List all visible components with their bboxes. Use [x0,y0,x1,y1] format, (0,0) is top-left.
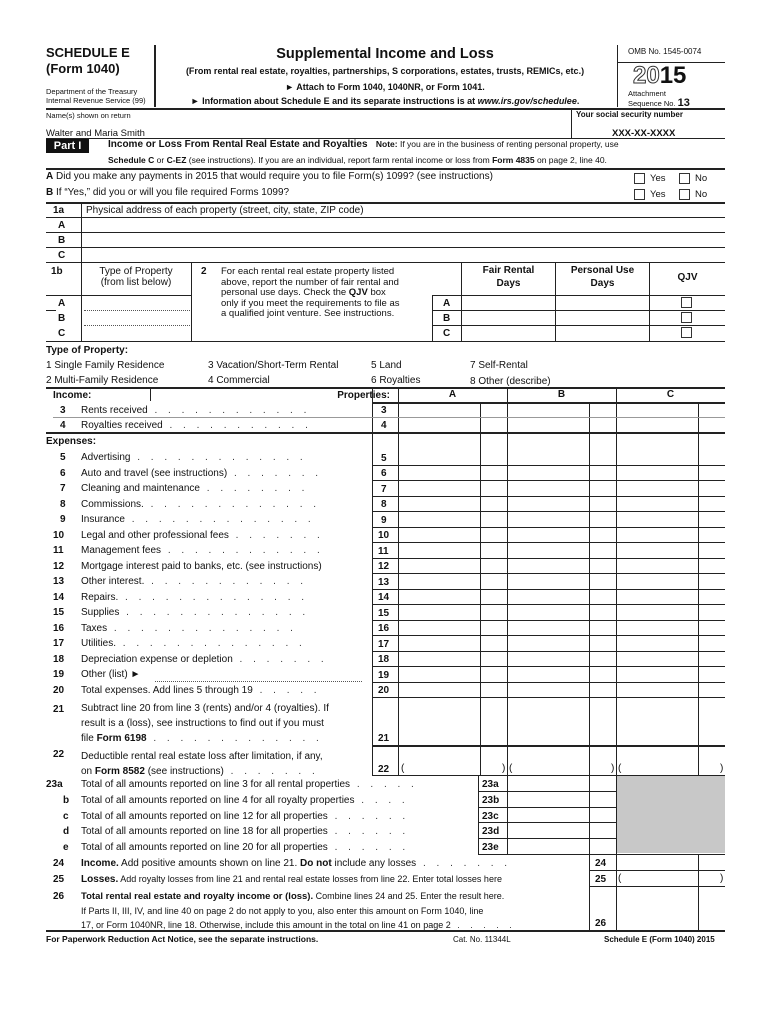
form-title: Supplemental Income and Loss [276,46,494,62]
info-instruction: ► Information about Schedule E and its separate instructions is at www.irs.gov/schedulee. [190,96,580,106]
fair-rental-days-a-input[interactable] [462,296,555,310]
income-label: Income: [53,390,92,401]
question-a-no-checkbox[interactable] [679,173,690,184]
line-25-label: Losses. Add royalty losses from line 21 and rental real estate losses from line 22. Enter total losses here [81,874,502,885]
qjv-b-checkbox[interactable] [681,312,692,323]
line-5-label: Advertising . . . . . . . . . . . . . [81,452,307,463]
line-21-label: Subtract line 20 from line 3 (rents) and/or 4 (royalties). If result is a (loss), see instructions to find out if you must file Form 6198 . . . . . . . . . . . . . [81,703,329,744]
question-a-no-label: No [695,173,708,184]
line-24-input[interactable] [617,855,725,870]
fair-rental-days-b-input[interactable] [462,311,555,325]
line-3-b-input[interactable] [508,403,616,417]
line-25-input[interactable] [617,871,725,886]
expenses-label: Expenses: [46,436,97,447]
fair-rental-days-header: Fair Rental Days [482,265,535,289]
omb-number: OMB No. 1545-0074 [628,47,702,56]
line-26-input[interactable] [617,887,725,929]
question-a-yes-checkbox[interactable] [634,173,645,184]
line-4-a-input[interactable] [399,418,507,432]
line-22-label: Deductible rental real estate loss after limitation, if any, on Form 8582 (see instructions) . . . . . . . [81,751,323,777]
attach-instruction: ► Attach to Form 1040, 1040NR, or Form 1041. [285,82,485,92]
property-type-a-input[interactable] [82,296,191,310]
form-identifier: Schedule E (Form 1040) 2015 [604,935,715,944]
ssn-label: Your social security number [576,110,683,119]
line-23d-input[interactable] [508,823,616,838]
personal-use-days-b-input[interactable] [556,311,649,325]
line-23c-input[interactable] [508,808,616,823]
line-4-c-input[interactable] [617,418,725,432]
department-label: Department of the Treasury [46,87,138,96]
address-b-input[interactable] [82,233,725,247]
property-type-title: Type of Property: [46,345,129,356]
line-4-b-input[interactable] [508,418,616,432]
question-a: A Did you make any payments in 2015 that would require you to file Form(s) 1099? (see instructions) [46,171,493,182]
part1-badge: Part I [46,139,89,153]
question-a-yes-label: Yes [650,173,666,184]
property-type-b-input[interactable] [82,311,191,325]
personal-use-days-a-input[interactable] [556,296,649,310]
question-b-yes-checkbox[interactable] [634,189,645,200]
part1-note: Schedule C or C-EZ (see instructions). If you are an individual, report farm rental income or loss from Form 4835 on page 2, line 40. [108,155,607,165]
line-23b-input[interactable] [508,792,616,807]
taxpayer-name-field[interactable]: Walter and Maria Smith [46,128,145,139]
attachment-label: Attachment [628,89,666,98]
personal-use-days-header: Personal Use Days [570,265,635,289]
instructions-link[interactable]: www.irs.gov/schedulee [477,96,577,106]
part1-title-line: Income or Loss From Rental Real Estate and Royalties Note: If you are in the business of renting personal property, use [108,139,619,150]
line-2-instructions: For each rental real estate property listed above, report the number of fair rental and personal use days. Check the QJV box only if you meet the requirements to file as a qualified joint venture. See instructions. [221,266,400,319]
line-26-label: Total rental real estate and royalty income or (loss). Combine lines 24 and 25. Enter the result here. If Parts II, III, IV, and line 40 on page 2 do not apply to you, also enter this amount on Form 1040, line 17, or Form 1040NR, line 18. Otherwise, include this amount in the total on line 41 on page 2 . . . . . [81,891,516,930]
column-c-header: C [666,389,675,400]
fair-rental-days-c-input[interactable] [462,326,555,340]
qjv-header: QJV [677,272,698,283]
line-1a-label: Physical address of each property (street, city, state, ZIP code) [86,205,364,216]
column-a-header: A [448,389,457,400]
address-a-input[interactable] [82,218,725,232]
type-of-property-header: Type of Property (from list below) [99,266,173,288]
form-subtitle: (From rental real estate, royalties, partnerships, S corporations, estates, trusts, REMICs, etc.) [185,66,585,76]
line-23a-input[interactable] [508,776,616,791]
name-label: Name(s) shown on return [46,111,131,120]
line-24-label: Income. Add positive amounts shown on line 21. Do not include any losses . . . . . . . [81,858,512,869]
tax-year: 2015 [633,62,687,89]
form-label: (Form 1040) [46,61,120,76]
question-b-no-checkbox[interactable] [679,189,690,200]
ssn-field[interactable]: XXX-XX-XXXX [612,128,676,139]
irs-label: Internal Revenue Service (99) [46,96,146,105]
catalog-number: Cat. No. 11344L [453,935,511,944]
address-c-input[interactable] [82,248,725,262]
line-3-a-input[interactable] [399,403,507,417]
paperwork-notice: For Paperwork Reduction Act Notice, see the separate instructions. [46,934,319,944]
question-b-no-label: No [695,189,708,200]
personal-use-days-c-input[interactable] [556,326,649,340]
sequence-label: Sequence No. 13 [628,97,690,109]
properties-label: Properties: [337,390,390,401]
other-expenses-description-input[interactable] [155,668,362,681]
question-b-yes-label: Yes [650,189,666,200]
column-b-header: B [557,389,566,400]
property-type-c-input[interactable] [82,326,191,340]
question-b: B If “Yes,” did you or will you file required Forms 1099? [46,187,290,198]
line-5-a-input[interactable] [399,449,507,464]
qjv-c-checkbox[interactable] [681,327,692,338]
qjv-a-checkbox[interactable] [681,297,692,308]
shaded-area [616,776,725,853]
schedule-label: SCHEDULE E [46,45,130,60]
line-23e-input[interactable] [508,839,616,854]
line-3-c-input[interactable] [617,403,725,417]
